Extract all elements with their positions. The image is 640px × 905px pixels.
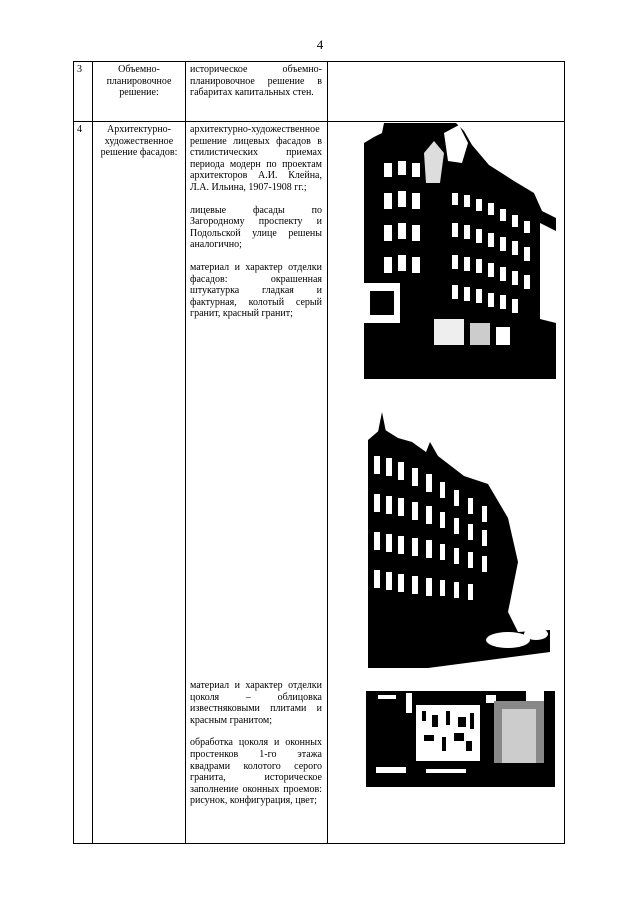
row-4-paragraph-materials: материал и характер отделки фасадов: окрашенная штукатурка гладкая и фактурная, колотый серый гранит, красный гранит; [190,261,322,320]
plinth-photo [366,681,555,787]
row-3-description [190,64,322,110]
row-4-paragraph-facades: лицевые фасады по Загородному проспекту и Подольской улице решены аналогично; [190,204,322,251]
table-border-top [73,61,565,62]
table-border-left [73,61,74,844]
table-border-right [564,61,565,844]
row-4-paragraph-style: архитектурно-художественное решение лицевых фасадов в стилистических приемах периода модерн по проектам архитекторов А.И. Клейна, Л.А. Ильина, 1907-1908 гг.; [190,124,322,193]
row-divider [73,121,565,122]
row-4-paragraph-plinth: материал и характер отделки цоколя – облицовка известняковыми плитами и красным гранитом; [190,680,322,726]
table-border-bottom [73,843,565,844]
row-4-description-top [190,124,322,331]
col-divider-1 [92,61,93,844]
facade-photo-corner [364,123,556,379]
page-number: 4 [316,37,324,52]
col-divider-3 [327,61,328,844]
col-divider-2 [185,61,186,844]
row-4-name: Архитектурно- художественное решение фасадов: [100,124,178,159]
row-3-paragraph: историческое объемно-планировочное решение в габаритах капитальных стен. [190,64,322,99]
row-4-description-bottom [190,680,322,818]
row-4-number: 4 [77,124,82,135]
row-3-name: Объемно- планировочное решение: [106,64,172,99]
facade-photo-street [368,412,550,668]
row-4-paragraph-windows: обработка цоколя и оконных простенков 1-го этажа квадрами колотого серого гранита, историческое заполнение оконных проемов: рисунок, конфигурация, цвет; [190,737,322,807]
row-3-number: 3 [77,64,82,75]
